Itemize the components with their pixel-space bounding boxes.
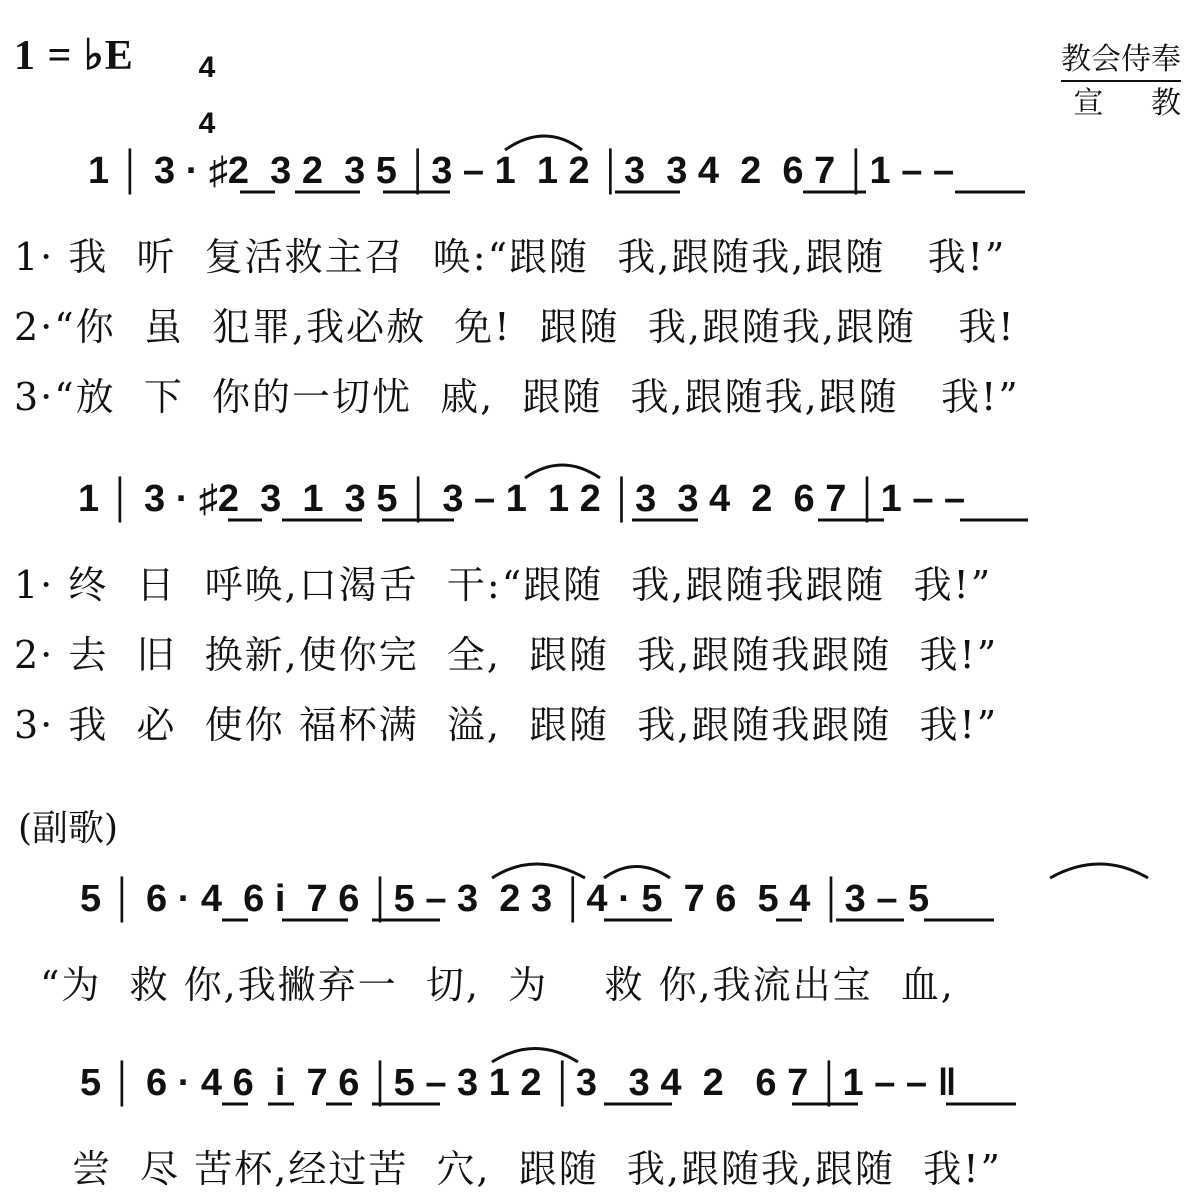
chorus-label: (副歌)	[18, 808, 119, 849]
credit-line-1: 教会侍奉	[1061, 34, 1181, 82]
lyric-line-2-verse-3: 3· 我 必 使你 福杯满 溢, 跟随 我,跟随我跟随 我!”	[14, 703, 999, 747]
time-signature-top: 4	[198, 51, 216, 84]
notation-line-2: 1 │ 3 · ♯2 3 1 3 5 │ 3 – 1 1 2 │3 3 4 2 6 7 │1 – –	[78, 478, 966, 520]
time-signature	[182, 26, 215, 138]
lyric-line-1-verse-1: 1· 我 听 复活救主召 唤:“跟随 我,跟随我,跟随 我!”	[14, 235, 1007, 279]
credit-line-2: 宣 教	[1073, 86, 1181, 121]
lyric-line-1-verse-2: 2·“你 虽 犯罪,我必赦 免! 跟随 我,跟随我,跟随 我!	[14, 305, 1016, 349]
lyric-line-2-verse-1: 1· 终 日 呼唤,口渴舌 干:“跟随 我,跟随我跟随 我!”	[14, 563, 993, 607]
notation-line-3: 5 │ 6 · 4 6 i 7 6 │5 – 3 2 3 │4 · 5 7 6 5 4 │3 – 5	[80, 878, 930, 920]
notation-line-4: 5 │ 6 · 4 6 i 7 6 │5 – 3 1 2 │3 3 4 2 6 7 │1 – – ‖	[80, 1062, 957, 1104]
lyric-line-1-verse-3: 3·“放 下 你的一切忧 戚, 跟随 我,跟随我,跟随 我!”	[14, 375, 1020, 419]
lyric-line-3: “为 救 你,我撇弃一 切, 为 救 你,我流出宝 血,	[40, 963, 955, 1007]
key-signature: 1 = ♭E	[14, 33, 134, 79]
lyric-line-2-verse-2: 2· 去 旧 换新,使你完 全, 跟随 我,跟随我跟随 我!”	[14, 633, 999, 677]
notation-line-1: 1 │ 3 · ♯2 3 2 3 5 │3 – 1 1 2 │3 3 4 2 6 7 │1 – –	[88, 150, 955, 192]
lyric-line-4: 尝 尽 苦杯,经过苦 穴, 跟随 我,跟随我,跟随 我!”	[72, 1147, 1002, 1191]
time-signature-bottom: 4	[198, 107, 216, 140]
